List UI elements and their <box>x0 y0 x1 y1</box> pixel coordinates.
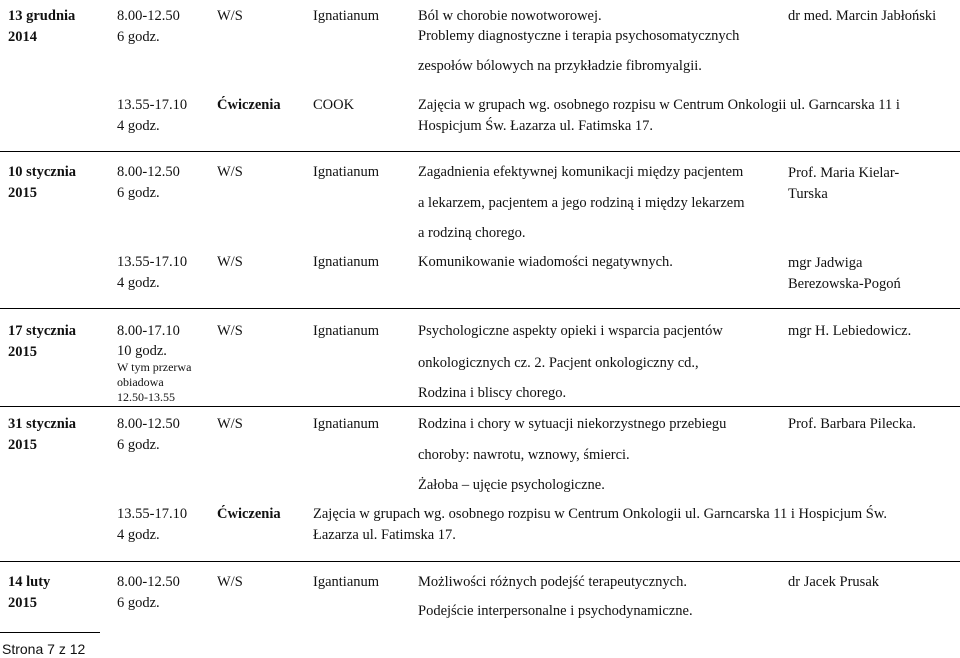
time-line: 13.55-17.10 <box>117 506 188 522</box>
session-place: Ignatianum <box>313 416 380 432</box>
time-line: 8.00-12.50 <box>117 8 180 24</box>
date-line: 2015 <box>8 344 37 360</box>
topic-line: Hospicjum Św. Łazarza ul. Fatimska 17. <box>418 118 654 134</box>
time-line: 6 godz. <box>117 29 160 45</box>
lecturer-line: mgr H. Lebiedowicz. <box>788 323 912 339</box>
time-line: 13.55-17.10 <box>117 97 188 113</box>
session-place: COOK <box>313 97 355 113</box>
topic-line: Zajęcia w grupach wg. osobnego rozpisu w Centrum Onkologii ul. Garncarska 11 i Hospicjum Św. <box>313 506 887 522</box>
time-line: 6 godz. <box>117 185 160 201</box>
lecturer-line: dr med. Marcin Jabłoński <box>788 8 937 24</box>
session-type: W/S <box>217 416 243 432</box>
session-type: W/S <box>217 323 243 339</box>
topic-line: Podejście interpersonalne i psychodynamiczne. <box>418 603 693 619</box>
row-divider <box>0 308 960 309</box>
time-note: 12.50-13.55 <box>117 390 175 404</box>
row-divider <box>0 151 960 152</box>
topic-line: Rodzina i chory w sytuacji niekorzystnego przebiegu <box>418 416 727 432</box>
session-place: Ignatianum <box>313 254 380 270</box>
lecturer-line: dr Jacek Prusak <box>788 574 880 590</box>
topic-line: zespołów bólowych na przykładzie fibromyalgii. <box>418 58 702 74</box>
topic-line: Problemy diagnostyczne i terapia psychosomatycznych <box>418 28 740 44</box>
date-line: 13 grudnia <box>8 8 76 24</box>
footer-divider <box>0 632 100 633</box>
page-number: Strona 7 z 12 <box>2 641 86 657</box>
row-divider <box>0 561 960 562</box>
date-line: 10 stycznia <box>8 164 77 180</box>
topic-line: Ból w chorobie nowotworowej. <box>418 8 602 24</box>
lecturer-line: mgr Jadwiga <box>788 255 863 271</box>
lecturer-line: Prof. Barbara Pilecka. <box>788 416 917 432</box>
date-line: 2014 <box>8 29 37 45</box>
session-type: W/S <box>217 574 243 590</box>
date-line: 14 luty <box>8 574 51 590</box>
topic-line: a rodziną chorego. <box>418 225 526 241</box>
time-line: 4 godz. <box>117 527 160 543</box>
topic-line: Możliwości różnych podejść terapeutycznych. <box>418 574 687 590</box>
topic-line: Zagadnienia efektywnej komunikacji między pacjentem <box>418 164 744 180</box>
lecturer-line: Prof. Maria Kielar- <box>788 165 900 181</box>
session-type: W/S <box>217 164 243 180</box>
topic-line: a lekarzem, pacjentem a jego rodziną i między lekarzem <box>418 195 745 211</box>
date-line: 31 stycznia <box>8 416 77 432</box>
date-line: 2015 <box>8 595 37 611</box>
time-note: W tym przerwa <box>117 360 192 374</box>
session-type: Ćwiczenia <box>217 97 281 113</box>
lecturer-line: Berezowska-Pogoń <box>788 276 901 292</box>
time-line: 6 godz. <box>117 595 160 611</box>
topic-line: choroby: nawrotu, wznowy, śmierci. <box>418 447 630 463</box>
topic-line: Łazarza ul. Fatimska 17. <box>313 527 456 543</box>
time-line: 13.55-17.10 <box>117 254 188 270</box>
topic-line: Żałoba – ujęcie psychologiczne. <box>418 477 605 493</box>
session-place: Ignatianum <box>313 8 380 24</box>
time-line: 8.00-12.50 <box>117 416 180 432</box>
topic-line: Rodzina i bliscy chorego. <box>418 385 567 401</box>
session-type: Ćwiczenia <box>217 506 281 522</box>
date-line: 2015 <box>8 437 37 453</box>
time-line: 6 godz. <box>117 437 160 453</box>
row-divider <box>0 406 960 407</box>
time-line: 8.00-17.10 <box>117 323 180 339</box>
time-note: obiadowa <box>117 375 164 389</box>
topic-line: Psychologiczne aspekty opieki i wsparcia pacjentów <box>418 323 723 339</box>
session-place: Ignatianum <box>313 164 380 180</box>
date-line: 17 stycznia <box>8 323 77 339</box>
time-line: 8.00-12.50 <box>117 574 180 590</box>
date-line: 2015 <box>8 185 37 201</box>
topic-line: onkologicznych cz. 2. Pacjent onkologiczny cd., <box>418 355 699 371</box>
time-line: 4 godz. <box>117 118 160 134</box>
time-line: 10 godz. <box>117 343 167 359</box>
session-type: W/S <box>217 8 243 24</box>
lecturer-line: Turska <box>788 186 828 202</box>
topic-line: Zajęcia w grupach wg. osobnego rozpisu w Centrum Onkologii ul. Garncarska 11 i <box>418 97 900 113</box>
session-place: Igantianum <box>313 574 380 590</box>
time-line: 8.00-12.50 <box>117 164 180 180</box>
session-place: Ignatianum <box>313 323 380 339</box>
time-line: 4 godz. <box>117 275 160 291</box>
topic-line: Komunikowanie wiadomości negatywnych. <box>418 254 673 270</box>
session-type: W/S <box>217 254 243 270</box>
